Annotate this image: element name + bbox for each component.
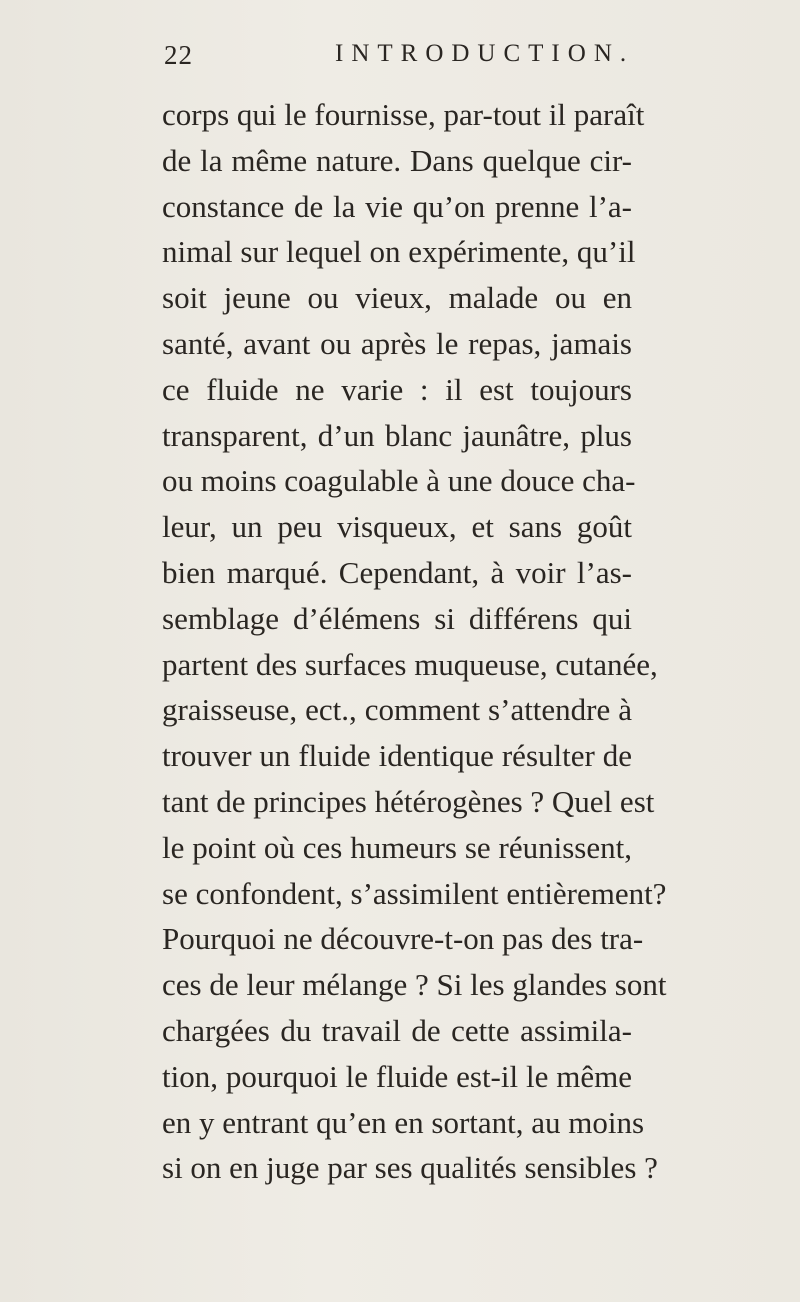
text-line: semblage d’élémens si différens qui xyxy=(162,600,632,636)
text-line: santé, avant ou après le repas, jamais xyxy=(162,325,632,361)
text-line: Pourquoi ne découvre-t-on pas des tra- xyxy=(162,921,644,957)
text-line: nimal sur lequel on expérimente, qu’il xyxy=(162,234,636,270)
text-line: leur, un peu visqueux, et sans goût xyxy=(162,509,632,545)
running-title: INTRODUCTION. xyxy=(335,40,635,67)
text-line: le point où ces humeurs se réunissent, xyxy=(162,829,632,865)
text-line: tant de principes hétérogènes ? Quel est xyxy=(162,783,655,819)
text-line: constance de la vie qu’on prenne l’a- xyxy=(162,188,632,224)
text-line: si on en juge par ses qualités sensibles ? xyxy=(162,1150,658,1186)
page-number: 22 xyxy=(164,40,193,70)
text-line: graisseuse, ect., comment s’attendre à xyxy=(162,692,632,728)
text-line: corps qui le fournisse, par-tout il paraît xyxy=(162,97,645,132)
text-line: de la même nature. Dans quelque cir- xyxy=(162,142,632,178)
text-line: bien marqué. Cependant, à voir l’as- xyxy=(162,554,632,590)
running-head xyxy=(160,40,640,80)
text-line: tion, pourquoi le fluide est-il le même xyxy=(162,1058,632,1094)
text-line: en y entrant qu’en en sortant, au moins xyxy=(162,1104,645,1140)
text-line: soit jeune ou vieux, malade ou en xyxy=(162,280,632,316)
text-line: transparent, d’un blanc jaunâtre, plus xyxy=(162,417,632,453)
text-line: chargées du travail de cette assimila- xyxy=(162,1012,632,1048)
text-line: partent des surfaces muqueuse, cutanée, xyxy=(162,646,658,682)
text-line: ou moins coagulable à une douce cha- xyxy=(162,463,636,499)
body-text xyxy=(162,92,667,1191)
text-line: ce fluide ne varie : il est toujours xyxy=(162,371,632,407)
text-line: se confondent, s’assimilent entièrement? xyxy=(162,875,667,911)
text-line: trouver un fluide identique résulter de xyxy=(162,738,632,774)
text-line: ces de leur mélange ? Si les glandes sont xyxy=(162,967,667,1003)
